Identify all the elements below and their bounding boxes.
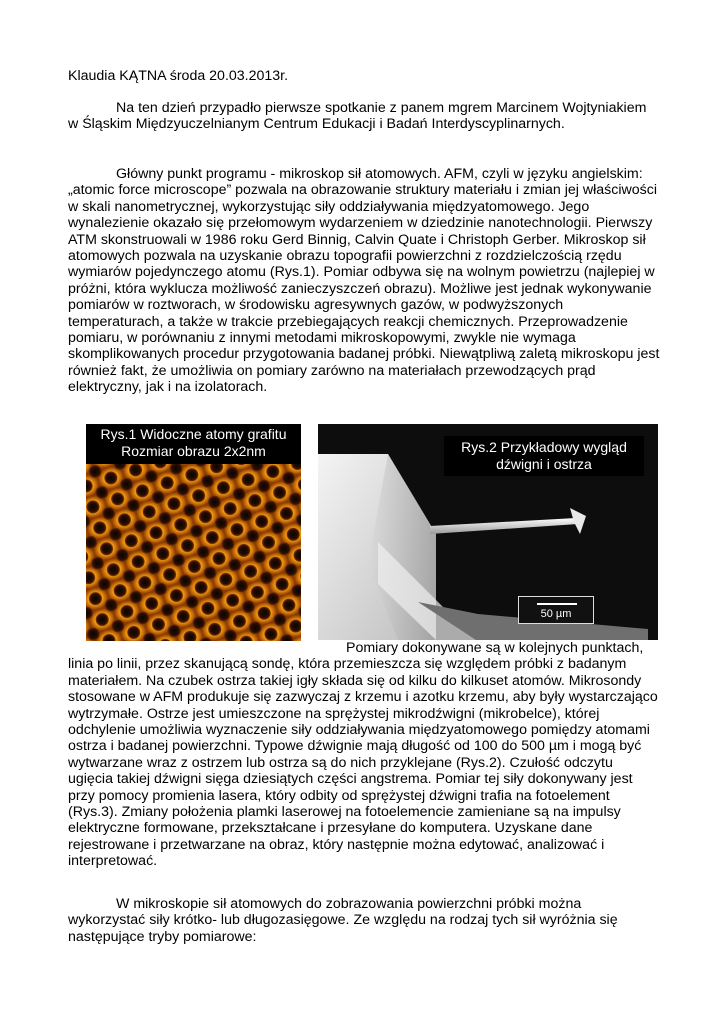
paragraph-modes: W mikroskopie sił atomowych do zobrazowania powierzchni próbki można wykorzystać siły krótko- lub długozasięgowe. Ze względu na rodzaj tych sił wyróżnia się następujące tryby pomiarowe: [68, 896, 618, 945]
paragraph-afm: Główny punkt programu - mikroskop sił atomowych. AFM, czyli w języku angielskim: „atomic force microscope” pozwala na obrazowanie struktury materiału i zmian jej właściwości w skali nanometrycznej, wykorzystując siły oddziaływania międzyatomowego. Jego wynalezienie okazało się przełomowym wydarzeniem w dziedzinie nanotechnologii. Pierwszy ATM skonstruowali w 1986 roku Gerd Binnig, Calvin Quate i Christoph Gerber. Mikroskop sił atomowych pozwala na uzyskanie obrazu topografii powierzchni z rozdzielczością rzędu wymiarów pojedynczego atomu (Rys.1). Pomiar odbywa się na wolnym powietrzu (najlepiej w próżni, która wyklucza możliwość zanieczyszczeń obrazu). Możliwe jest jednak wykonywanie pomiarów w roztworach, w środowisku agresywnych gazów, w podwyższonych temperaturach, a także w trakcie przebiegających reakcji chemicznych. Przeprowadzenie pomiaru, w porównaniu z innymi metodami mikroskopowymi, zwykle nie wymaga skomplikowanych procedur przygotowania badanej próbki. Niewątpliwą zaletą mikroskopu jest również fakt, że umożliwia on pomiary zarówno na materiałach przewodzących prąd elektryczny, jak i na izolatorach. [68, 166, 660, 396]
paragraph-intro: Na ten dzień przypadło pierwsze spotkanie z panem mgrem Marcinem Wojtyniakiem w Śląskim Międzyuczelnianym Centrum Edukacji i Badań Interdyscyplinarnych. [68, 100, 647, 133]
figure2-caption [444, 436, 644, 476]
scale-bar [518, 596, 594, 624]
figure1-caption-line2: Rozmiar obrazu 2x2nm [121, 443, 266, 459]
paragraph-measurement-lead: Pomiary dokonywane są w kolejnych punktach, [346, 640, 644, 656]
figure2-caption-line1: Rys.2 Przykładowy wygląd [461, 439, 627, 455]
figure1-caption-line1: Rys.1 Widoczne atomy grafitu [100, 426, 287, 442]
scale-bar-line [537, 603, 577, 605]
scale-bar-label: 50 µm [540, 608, 572, 620]
cantilever-sem-image [318, 424, 658, 640]
graphite-atoms-image [86, 424, 301, 641]
paragraph-measurement [68, 640, 660, 870]
paragraph-measurement-body: linia po linii, przez skanującą sondę, która przemieszcza się względem próbki z badanym materiałem. Na czubek ostrza takiej igły składa się od kilku do kilkuset atomów. Mikrosondy stosowane w AFM produkuje się zazwyczaj z krzemu i azotku krzemu, aby były wystarczająco wytrzymałe. Ostrze jest umieszczone na sprężystej mikrodźwigni (mikrobelce), której odchylenie umożliwia wyznaczenie siły oddziaływania międzyatomowego pomiędzy atomami ostrza i badanej powierzchni. Typowe dźwignie mają długość od 100 do 500 µm i mogą być wytwarzane wraz z ostrzem lub ostrza są do nich przyklejane (Rys.2). Czułość odczytu ugięcia takiej dźwigni sięga dziesiątych części angstrema. Pomiar tej siły dokonywany jest przy pomocy promienia lasera, który odbity od sprężystej dźwigni trafia na fotoelement (Rys.3). Zmiany położenia plamki laserowej na fotoelemencie zamieniane są na impulsy elektryczne formowane, przekształcane i przesyłane do komputera. Uzyskane dane rejestrowane i przetwarzane na obraz, który następnie można edytować, analizować i interpretować. [68, 656, 658, 870]
header-line: Klaudia KĄTNA środa 20.03.2013r. [68, 68, 289, 84]
figure2-caption-line2: dźwigni i ostrza [496, 456, 592, 472]
figure1-caption [86, 424, 301, 464]
